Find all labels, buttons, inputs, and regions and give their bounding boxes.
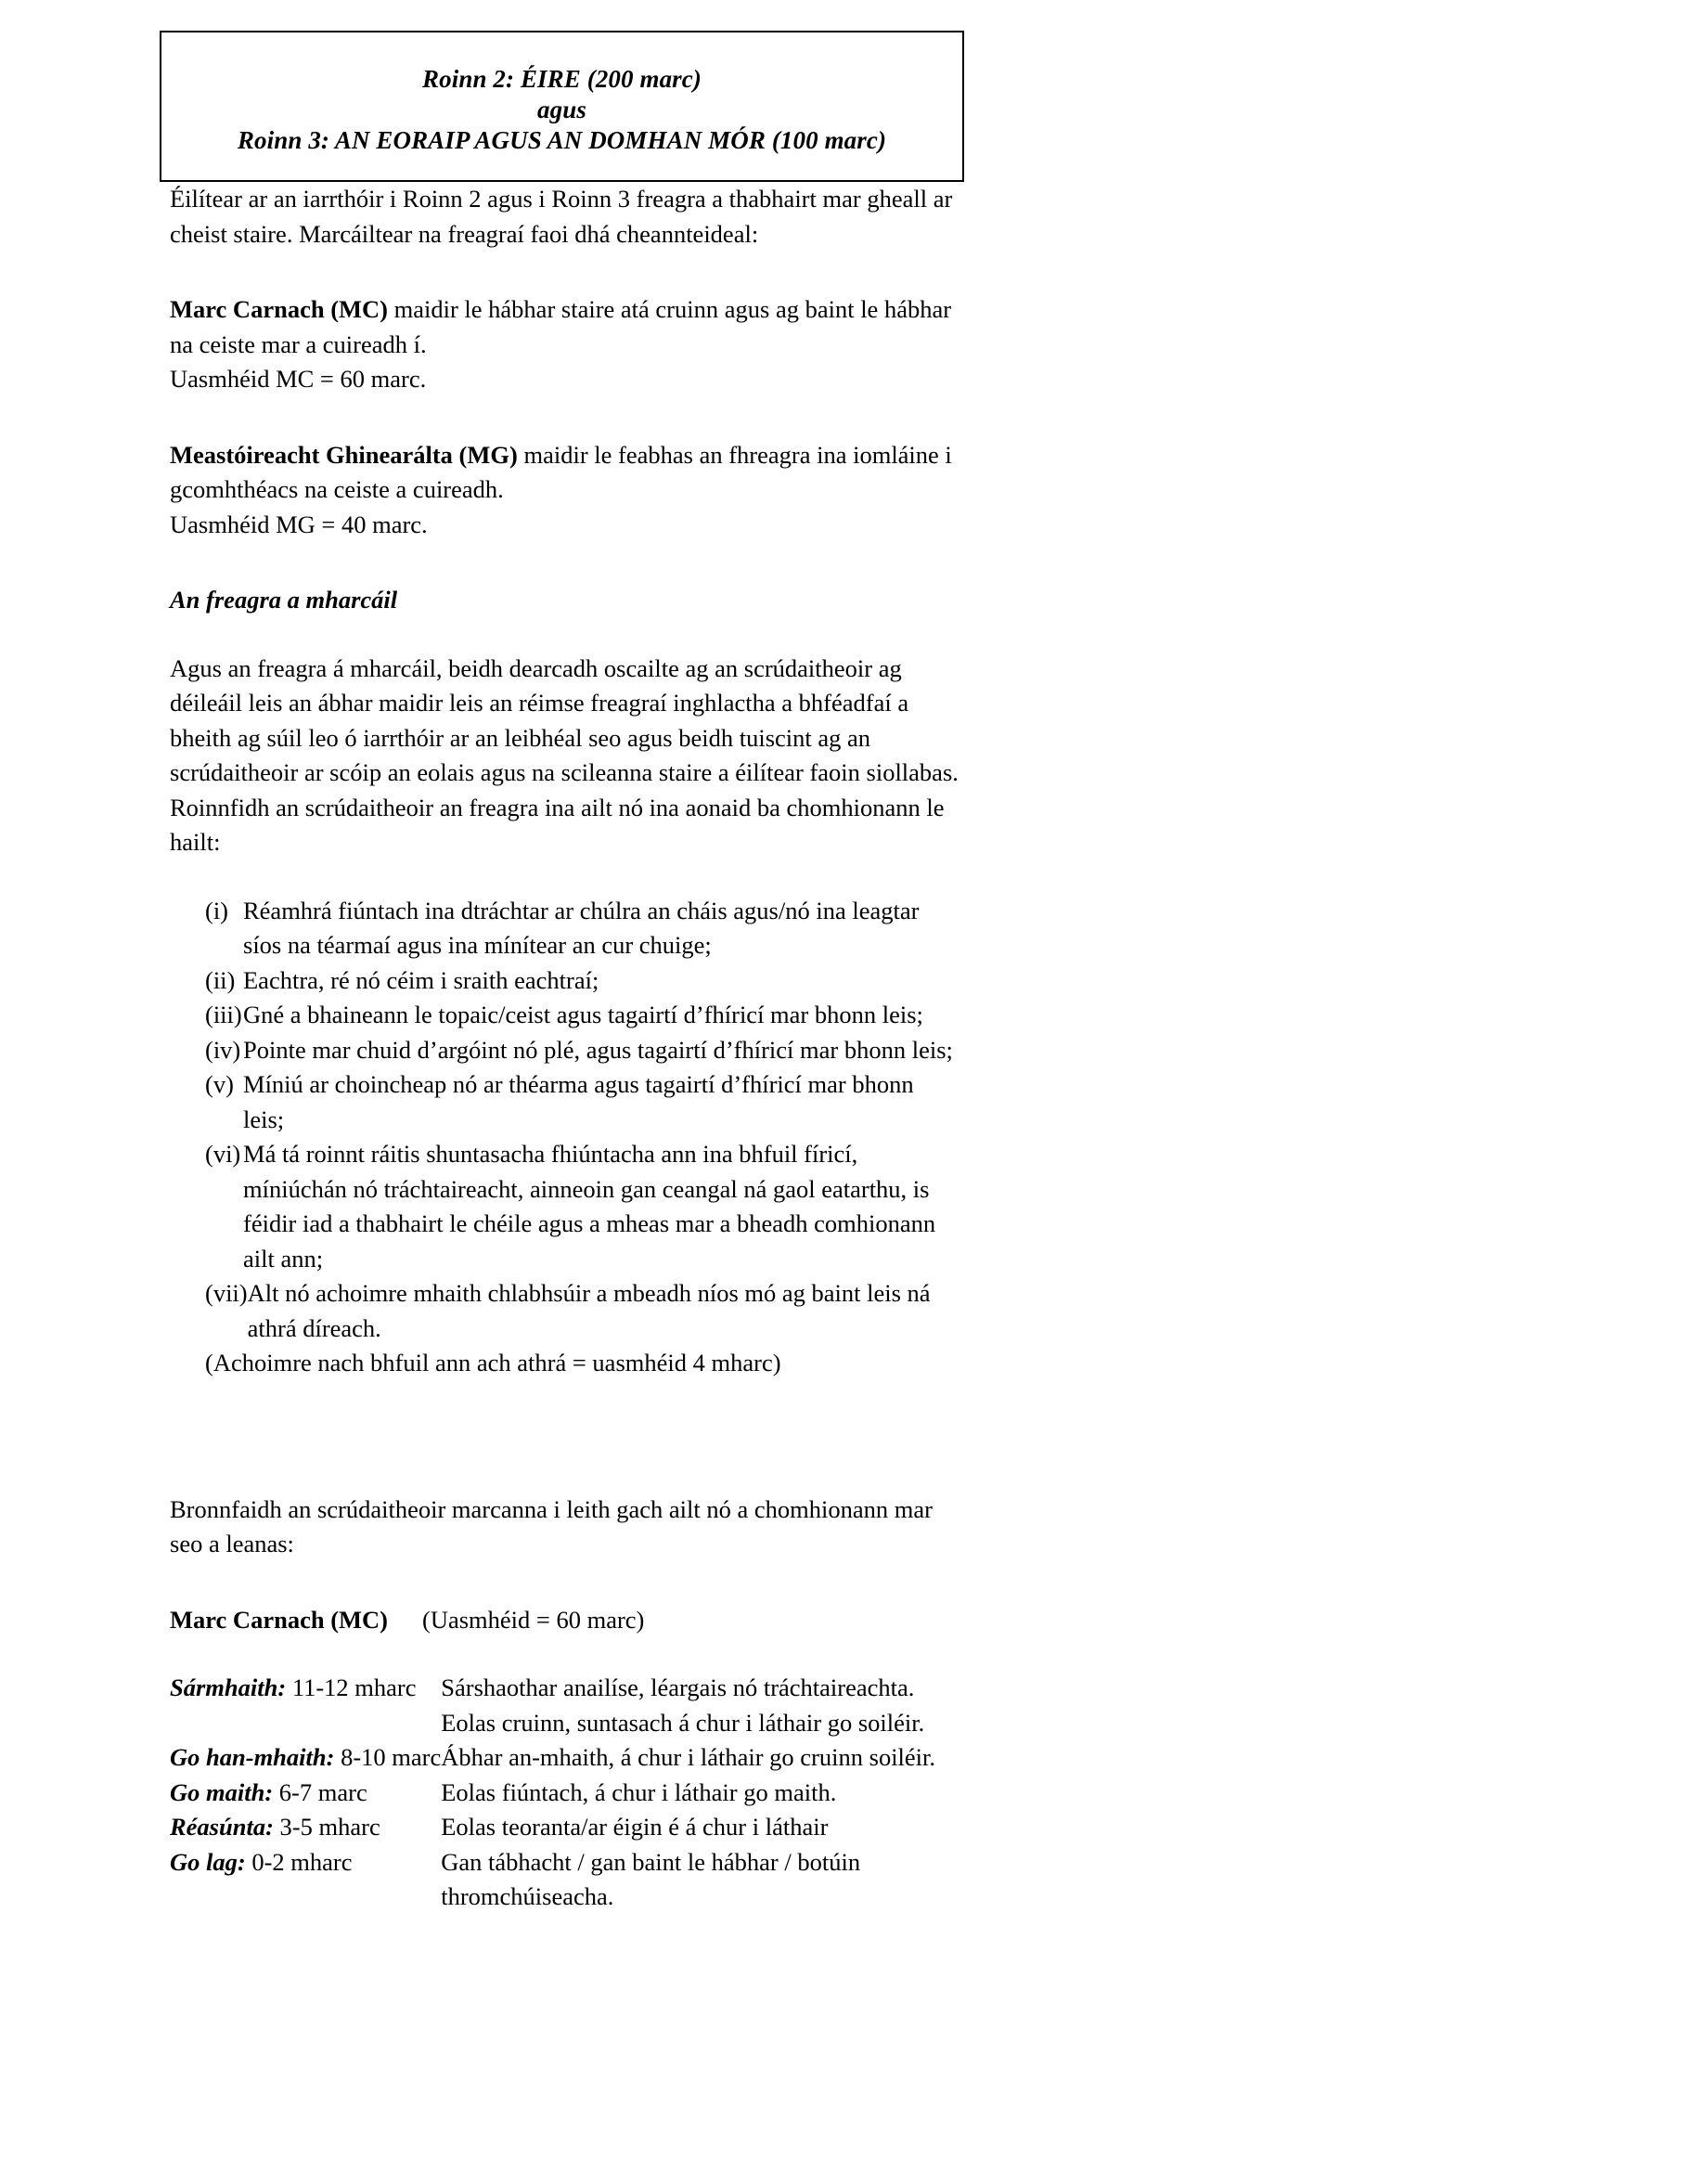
grade-band-marks: 6-7 marc — [273, 1777, 367, 1806]
meastoireacht-block — [170, 438, 968, 508]
mc-grade-heading — [170, 1603, 968, 1638]
marc-carnach-block — [170, 292, 968, 362]
list-item-numeral: (ii) — [205, 965, 236, 994]
meastoireacht-max: Uasmhéid MG = 40 marc. — [170, 510, 428, 538]
list-item-numeral: (iii) — [205, 1001, 242, 1028]
table-row — [170, 1740, 968, 1776]
grade-band-marks: 8-10 marc — [334, 1743, 442, 1771]
list-item-text: Pointe mar chuid d’argóint nó plé, agus tagairtí d’fhíricí mar bhonn leis; — [243, 1035, 953, 1064]
award-paragraph: Bronnfaidh an scrúdaitheoir marcanna i leith gach ailt nó a chomhionann mar seo a leanas: — [170, 1494, 933, 1557]
spacer — [170, 397, 968, 438]
list-item-numeral: (i) — [205, 896, 229, 924]
spacer — [170, 1562, 968, 1603]
spacer — [170, 618, 968, 652]
marc-carnach-max: Uasmhéid MC = 60 marc. — [170, 365, 427, 393]
grade-band-name: Go maith: — [170, 1777, 274, 1806]
meastoireacht-body: maidir le feabhas an fhreagra ina iomláine i gcomhthéacs na ceiste a cuireadh. — [170, 440, 952, 503]
list-item-text: Eachtra, ré nó céim i sraith eachtraí; — [243, 965, 599, 994]
list-item — [170, 1276, 968, 1346]
list-item — [170, 1033, 968, 1068]
header-title-box — [160, 31, 964, 182]
spacer — [170, 1381, 968, 1493]
list-item — [170, 963, 968, 999]
grade-band-cell — [170, 1810, 441, 1845]
header-line-roinn3: Roinn 3: AN EORAIP AGUS AN DOMHAN MÓR (100 marc) — [237, 126, 887, 154]
grade-band-cell — [170, 1845, 441, 1915]
section-heading-marking: An freagra a mharcáil — [170, 586, 398, 614]
grade-description: Sárshaothar anailíse, léargais nó tráchtaireachta. Eolas cruinn, suntasach á chur i láthair go soiléir. — [441, 1674, 925, 1737]
document-body — [170, 182, 968, 1915]
header-line-roinn2: Roinn 2: ÉIRE (200 marc) — [422, 65, 702, 93]
mc-grade-max: (Uasmhéid = 60 marc) — [422, 1605, 645, 1634]
grade-description: Eolas teoranta/ar éigin é á chur i láthair — [441, 1813, 829, 1841]
grade-band-marks: 11-12 mharc — [286, 1674, 417, 1701]
list-item-text: Gné a bhaineann le topaic/ceist agus tagairtí d’fhíricí mar bhonn leis; — [243, 1001, 923, 1028]
grade-band-marks: 3-5 mharc — [273, 1813, 380, 1841]
grade-band-cell — [170, 1776, 441, 1811]
list-item — [170, 894, 968, 963]
marking-paragraph: Agus an freagra á mharcáil, beidh dearcadh oscailte ag an scrúdaitheoir ag déileáil leis an ábhar maidir leis an réimse freagraí inghlactha a bhféadfaí a bheith ag súil leo ó iarrthóir ar an leibhéal seo agus beidh tuiscint ag an scrúdaitheoir ar scóip an eolais agus na scileanna staire a éilítear faoin siollabas. Roinnfidh an scrúdaitheoir an freagra ina ailt nó ina aonaid ba chomhionann le hailt: — [170, 653, 959, 856]
list-item — [170, 998, 968, 1033]
list-item-numeral: (iv) — [205, 1035, 241, 1064]
spacer — [170, 542, 968, 583]
marc-carnach-body: maidir le hábhar staire atá cruinn agus ag baint le hábhar na ceiste mar a cuireadh í. — [170, 295, 952, 358]
list-item-text: Réamhrá fiúntach ina dtráchtar ar chúlra an cháis agus/nó ina leagtar síos na téarmaí agus ina mínítear an cur chuige; — [243, 896, 920, 959]
grade-band-cell — [170, 1671, 441, 1740]
grade-band-name: Go lag: — [170, 1847, 246, 1876]
list-item-numeral: (vi) — [205, 1140, 241, 1168]
grade-band-name: Sármhaith: — [170, 1674, 287, 1701]
grade-band-name: Réasúnta: — [170, 1813, 274, 1841]
intro-paragraph: Éilítear ar an iarrthóir i Roinn 2 agus i Roinn 3 freagra a thabhairt mar gheall ar cheist staire. Marcáiltear na freagraí faoi dhá cheannteideal: — [170, 185, 953, 248]
grade-band-cell — [170, 1740, 441, 1776]
spacer — [170, 1637, 968, 1671]
header-line-agus: agus — [537, 96, 586, 123]
list-item-numeral: (v) — [205, 1070, 234, 1098]
list-item-text: Míniú ar choincheap nó ar théarma agus tagairtí d’fhíricí mar bhonn leis; — [243, 1070, 914, 1133]
table-row — [170, 1845, 968, 1915]
list-item-text: Má tá roinnt ráitis shuntasacha fhiúntacha ann ina bhfuil fíricí, míniúchán nó tráchtaireacht, ainneoin gan ceangal ná gaol eatarthu, is féidir iad a thabhairt le chéile agus a mheas mar a bheadh comhionann ailt ann; — [243, 1140, 936, 1273]
table-row — [170, 1776, 968, 1811]
grade-band-marks: 0-2 mharc — [245, 1847, 353, 1876]
table-row — [170, 1810, 968, 1845]
grade-description: Ábhar an-mhaith, á chur i láthair go cruinn soiléir. — [441, 1743, 936, 1771]
list-item-text: Alt nó achoimre mhaith chlabhsúir a mbeadh níos mó ag baint leis ná athrá díreach. — [247, 1279, 931, 1342]
spacer — [170, 252, 968, 292]
mc-grade-title: Marc Carnach (MC) — [170, 1605, 388, 1634]
meastoireacht-label: Meastóireacht Ghinearálta (MG) — [170, 440, 518, 469]
list-item — [170, 1067, 968, 1137]
marc-carnach-label: Marc Carnach (MC) — [170, 295, 388, 323]
grade-band-name: Go han-mhaith: — [170, 1743, 335, 1771]
spacer — [170, 860, 968, 894]
grade-description: Eolas fiúntach, á chur i láthair go maith. — [441, 1777, 837, 1806]
list-item-numeral: (vii) — [205, 1279, 248, 1307]
table-row — [170, 1671, 968, 1740]
achoimre-note: (Achoimre nach bhfuil ann ach athrá = uasmhéid 4 mharc) — [205, 1349, 781, 1376]
grade-description: Gan tábhacht / gan baint le hábhar / botúin thromchúiseacha. — [441, 1847, 861, 1910]
grade-descriptor-table — [170, 1671, 968, 1915]
marking-criteria-list — [170, 894, 968, 1347]
list-item — [170, 1137, 968, 1276]
